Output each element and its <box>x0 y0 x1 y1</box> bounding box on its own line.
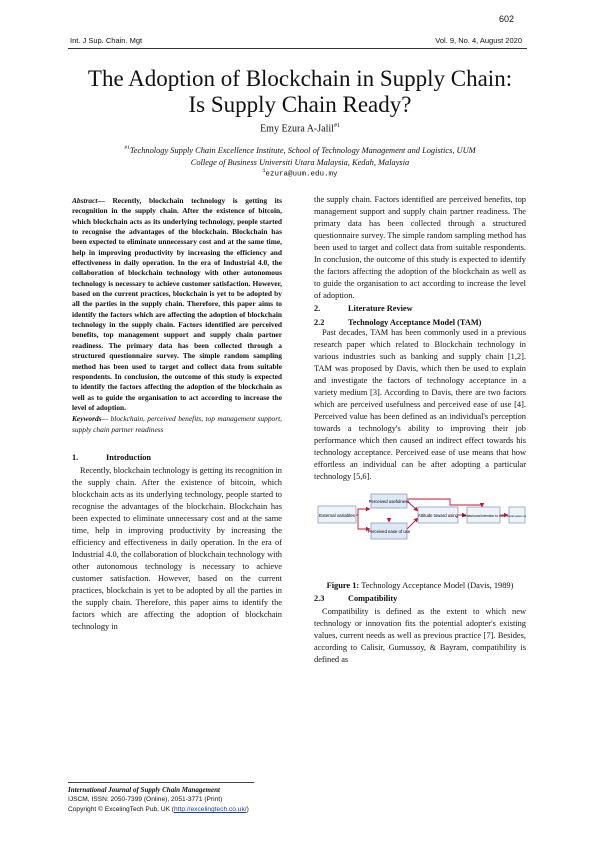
keywords <box>72 414 282 435</box>
box-intention-label: Behavioural intention to use <box>462 514 505 518</box>
box-behavioural-intention <box>463 507 505 523</box>
keywords-text: — blockchain, perceived benefits, top management support, supply chain partner readiness <box>72 414 282 434</box>
section-heading-literature-review <box>314 304 526 313</box>
running-header-journal: Int. J Sup. Chain. Mgt <box>70 36 143 45</box>
section-number: 2.2 <box>314 318 325 327</box>
page-number: 602 <box>498 14 514 24</box>
section-title: Literature Review <box>348 304 413 313</box>
figure-caption-text: Technology Acceptance Model (Davis, 1989) <box>361 581 514 590</box>
footer-journal-name: International Journal of Supply Chain Management <box>68 786 220 794</box>
arrow-external-to-ease <box>356 515 370 529</box>
section-title: Compatibility <box>348 594 398 603</box>
abstract <box>72 196 282 413</box>
box-actual-label: Actual system use <box>506 515 526 518</box>
author-name-text: Emy Ezura A-Jalil <box>260 123 334 135</box>
affiliation-line-1-text: Technology Supply Chain Excellence Institute, School of Technology Management and Logistics, UUM <box>129 145 476 155</box>
affiliation-superscript: #1 <box>124 145 130 151</box>
box-perceived-ease-of-use <box>368 523 411 539</box>
paper-title-line-1: The Adoption of Blockchain in Supply Chain: <box>87 66 513 91</box>
section-heading-compatibility <box>314 594 526 603</box>
box-external-variables <box>318 506 356 523</box>
section-number: 2.3 <box>314 594 325 603</box>
footer-copyright <box>68 806 249 813</box>
section-number: 1. <box>72 453 79 463</box>
compatibility-paragraph: Compatibility is defined as the extent to which new technology or innovation fits the potential adopter's existing values, current needs as well as previous practice [7]. Besides, according to Calisir, Gumussoy, & Bayram, compatibility is defined as <box>314 607 526 664</box>
arrow-external-to-usefulness <box>356 509 370 515</box>
footer-url-link[interactable]: http://excelingtech.co.uk/ <box>174 806 247 813</box>
author-email <box>40 168 560 179</box>
footer-issn: IJSCM, ISSN: 2050-7399 (Online), 2051-3771 (Print) <box>68 796 223 803</box>
box-actual-system-use <box>506 507 526 523</box>
author-superscript: #1 <box>333 123 340 129</box>
author-email-text: ezura@uum.edu.my <box>265 170 338 179</box>
section-heading-introduction <box>72 453 282 462</box>
paper-title-line-2: Is Supply Chain Ready? <box>188 92 412 117</box>
keywords-label: Keywords <box>72 414 102 424</box>
footer-rule <box>68 782 254 783</box>
footer-copyright-text: Copyright © ExcelingTech Pub, UK ( <box>68 806 175 813</box>
affiliation <box>40 142 560 169</box>
box-attitude-label: Attitude toward using <box>417 513 459 518</box>
box-external-label: External variables <box>319 513 355 518</box>
paper-title <box>40 66 560 118</box>
box-perceived-usefulness <box>369 494 410 508</box>
tam-paragraph: Past decades, TAM has been commonly used in a previous research paper which related to Blockchain technology in various industries such as banking and supply chain [1,2]. TAM was proposed by Davis, which then be used to explain and investigate the factors of technology acceptance in a variety medium [3]. According to Davis, there are two factors which are perceived usefulness and perceived ease of use [4]. Perceived value has been defined as an individual's perception towards a technology's ability to improving their job performance which then caused an indirect effect towards his technology acceptance. Perceived ease of use means that how effortless an individual can be after adopting a particular technology [5,6]. <box>314 328 526 481</box>
author-name <box>40 123 560 134</box>
box-attitude-toward-using <box>418 507 459 523</box>
right-column <box>314 194 526 666</box>
arrow-ease-to-attitude <box>407 518 418 529</box>
affiliation-line-1 <box>40 142 560 157</box>
running-header-volume: Vol. 9, No. 4, August 2020 <box>435 36 522 45</box>
figure-caption-label: Figure 1: <box>326 581 360 590</box>
continued-paragraph: the supply chain. Factors identified are perceived benefits, top management support and supply chain partner readiness. The primary data has been collected through a structured questionnaire survey. The simple random sampling method has been used to target and collect data from suitable respondents. In conclusion, the outcome of this study is expected to identify the factors affecting the adoption of the blockchain as well as to guide the organisation to act according to increase the level of adoption. <box>314 195 526 300</box>
abstract-text: — Recently, blockchain technology is getting its recognition in the supply chain. After the existence of bitcoin, which blockchain acts as its underlying technology, people started to recognise the advantages of the blockchain. Blockchain has been expected to eliminate unnecessary cost and at the same time, help in improving productivity by increasing the efficiency and effectiveness in daily operation. In the era of Industrial 4.0, the collaboration of blockchain technology with other autonomous technology is necessary to achieve customer satisfaction. However, based on the current practices, blockchain is yet to be adopted by all the parties in the supply chain. Therefore, this paper aims to identify the factors which are affecting the adoption of blockchain technology in the supply chain. Factors identified are perceived benefits, top management support and supply chain partner readiness. The primary data has been collected through a structured questionnaire survey. The simple random sampling method has been used to target and collect data from suitable respondents. In conclusion, the outcome of this study is expected to identify the factors affecting the adoption of the blockchain as well as to guide the organisation to act according to increase the level of adoption. <box>72 196 282 412</box>
email-superscript: 1 <box>262 168 266 174</box>
figure-caption <box>314 580 526 591</box>
section-title: Introduction <box>106 453 152 463</box>
arrow-usefulness-to-intention <box>407 499 482 507</box>
affiliation-line-2: College of Business Universiti Utara Malaysia, Kedah, Malaysia <box>190 157 410 167</box>
section-number: 2. <box>314 304 321 313</box>
left-column <box>72 196 282 633</box>
introduction-paragraph: Recently, blockchain technology is getting its recognition in the supply chain. After the existence of bitcoin, which blockchain acts as its underlying technology, people started to recognise the advantages of the blockchain. Blockchain has been expected to eliminate unnecessary cost and at the same time, help in improving productivity by increasing the efficiency and effectiveness in daily operation. In the era of Industrial 4.0, the collaboration of blockchain technology with other autonomous technology is necessary to achieve customer satisfaction. However, based on the current practices, blockchain is yet to be adopted by all the parties in the supply chain. Therefore, this paper aims to identify the factors which are affecting the adoption of blockchain technology in <box>72 466 282 632</box>
abstract-label: Abstract <box>72 196 98 205</box>
header-rule <box>68 48 527 49</box>
box-pu-label: Perceived usefulness <box>368 499 410 504</box>
box-peou-label: Perceived ease of use <box>367 529 411 534</box>
section-heading-tam <box>314 318 526 327</box>
tam-diagram <box>314 491 526 569</box>
footer-copyright-close: ) <box>246 806 249 813</box>
section-title: Technology Acceptance Model (TAM) <box>348 318 482 327</box>
